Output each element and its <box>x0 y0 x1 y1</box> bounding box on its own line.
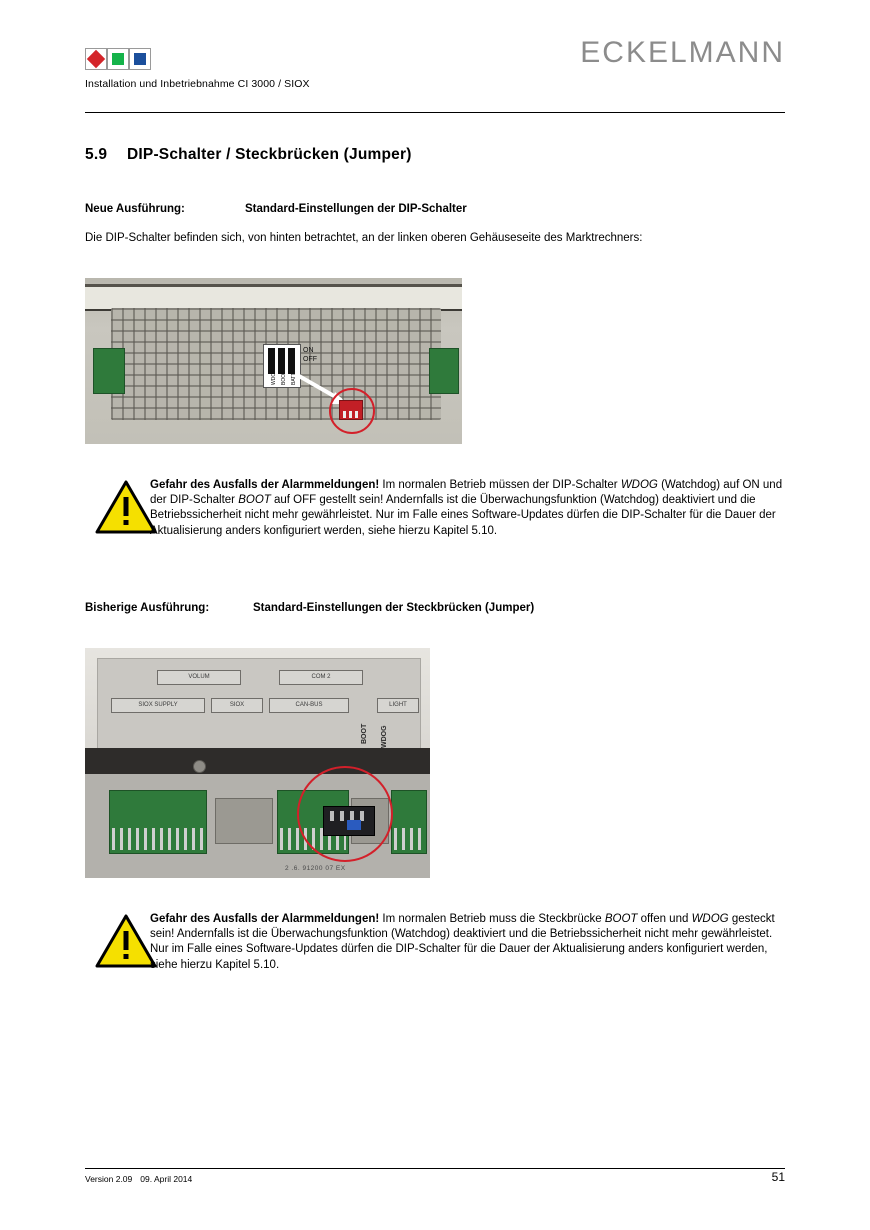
metal-connector-1 <box>215 798 273 844</box>
section-number: 5.9 <box>85 146 108 163</box>
photo-jumper-connector-panel <box>85 648 430 878</box>
heading-new-version: Standard-Einstellungen der DIP-Schalter <box>245 203 467 215</box>
section-heading: DIP-Schalter / Steckbrücken (Jumper) <box>127 146 412 163</box>
legend-label-boot: BOOT <box>281 370 287 385</box>
blue-square-icon <box>129 48 151 70</box>
silk-label-boot: BOOT <box>361 723 368 744</box>
legend-label-batt: BATT <box>291 372 297 385</box>
silk-label-wdog: WDOG <box>381 725 388 748</box>
silk-label-light: LIGHT <box>377 698 419 713</box>
page-title <box>85 146 412 164</box>
warning-seg2-old: offen und <box>637 913 692 925</box>
label-old-version: Bisherige Ausführung: <box>85 602 210 614</box>
green-terminal-1 <box>109 790 207 854</box>
legend-label-off: OFF <box>303 356 317 363</box>
subheading-new-version <box>85 203 467 215</box>
footer-date: 09. April 2014 <box>140 1174 193 1184</box>
highlight-circle-jumper <box>297 766 393 862</box>
document-title: Installation und Inbetriebnahme CI 3000 / SIOX <box>85 78 310 90</box>
page-number: 51 <box>771 1170 785 1184</box>
dip-switch-component <box>339 400 363 420</box>
warning-text-old <box>150 912 785 973</box>
panel-screw <box>193 760 206 773</box>
silk-label-volume: VOLUM <box>157 670 241 685</box>
green-terminal-left <box>93 348 125 394</box>
green-square-icon <box>107 48 129 70</box>
paragraph-dip-location: Die DIP-Schalter befinden sich, von hinten betrachtet, an der linken oberen Gehäuseseite des Marktrechners: <box>85 232 643 244</box>
warning-italic2-new: BOOT <box>238 494 271 507</box>
board-code-text: 2 .6. 91200 07 EX <box>285 865 346 872</box>
green-terminal-3 <box>391 790 427 854</box>
warning-seg1-new: Im normalen Betrieb müssen der DIP-Schalter <box>379 479 621 491</box>
photo-dip-switch-housing <box>85 278 462 444</box>
silk-label-siox: SIOX <box>211 698 263 713</box>
warning-lead-old: Gefahr des Ausfalls der Alarmmeldungen! <box>150 913 380 925</box>
warning-triangle-icon <box>95 480 157 534</box>
red-diamond-icon <box>85 48 107 70</box>
warning-text-new <box>150 478 785 539</box>
footer-version-info <box>85 1174 192 1184</box>
page-header <box>85 36 785 90</box>
silk-label-can-bus: CAN-BUS <box>269 698 349 713</box>
silk-label-siox-supply: SIOX SUPPLY <box>111 698 205 713</box>
footer-divider <box>85 1168 785 1169</box>
green-terminal-right <box>429 348 459 394</box>
header-divider <box>85 112 785 113</box>
footer-version: Version 2.09 <box>85 1174 133 1184</box>
warning-seg2-new: (Watchdog) auf ON und der DIP-Schalter <box>150 479 783 507</box>
warning-italic1-new: WDOG <box>620 479 658 491</box>
warning-lead-new: Gefahr des Ausfalls der Alarmmeldungen! <box>150 479 380 491</box>
warning-block-old <box>85 912 785 1002</box>
label-new-version: Neue Ausführung: <box>85 203 185 215</box>
heading-old-version: Standard-Einstellungen der Steckbrücken (Jumper) <box>253 602 535 614</box>
brand-name: ECKELMANN <box>580 36 785 69</box>
silk-label-com2: COM 2 <box>279 670 363 685</box>
subheading-old-version <box>85 602 534 614</box>
warning-triangle-icon <box>95 914 157 968</box>
warning-italic2-old: WDOG <box>691 913 729 925</box>
warning-block-new <box>85 478 785 578</box>
dip-switch-legend <box>263 344 301 388</box>
warning-seg3-new: auf OFF gestellt sein! Andernfalls ist die Überwachungsfunktion (Watchdog) deaktiviert und die Betriebssicherheit nicht mehr gewährleistet. Nur im Falle eines Software-Updates dürfen die DIP-Schalter für die Dauer der Aktualisierung anders konfiguriert werden, siehe hierzu Kapitel 5.10. <box>150 494 776 537</box>
warning-seg1-old: Im normalen Betrieb muss die Steckbrücke <box>379 913 605 925</box>
legend-label-on: ON <box>303 347 314 354</box>
warning-seg3-old: gesteckt sein! Andernfalls ist die Überwachungsfunktion (Watchdog) deaktiviert und die Betriebssicherheit nicht mehr gewährleistet. Nur im Falle eines Software-Updates dürfen die DIP-Schalter für die Dauer der Aktualisierung anders konfiguriert werden, siehe hierzu Kapitel 5.10. <box>150 913 775 971</box>
on-off-legend <box>303 346 317 364</box>
legend-label-wdog: WDOG <box>271 368 277 385</box>
warning-italic1-old: BOOT <box>604 913 638 925</box>
